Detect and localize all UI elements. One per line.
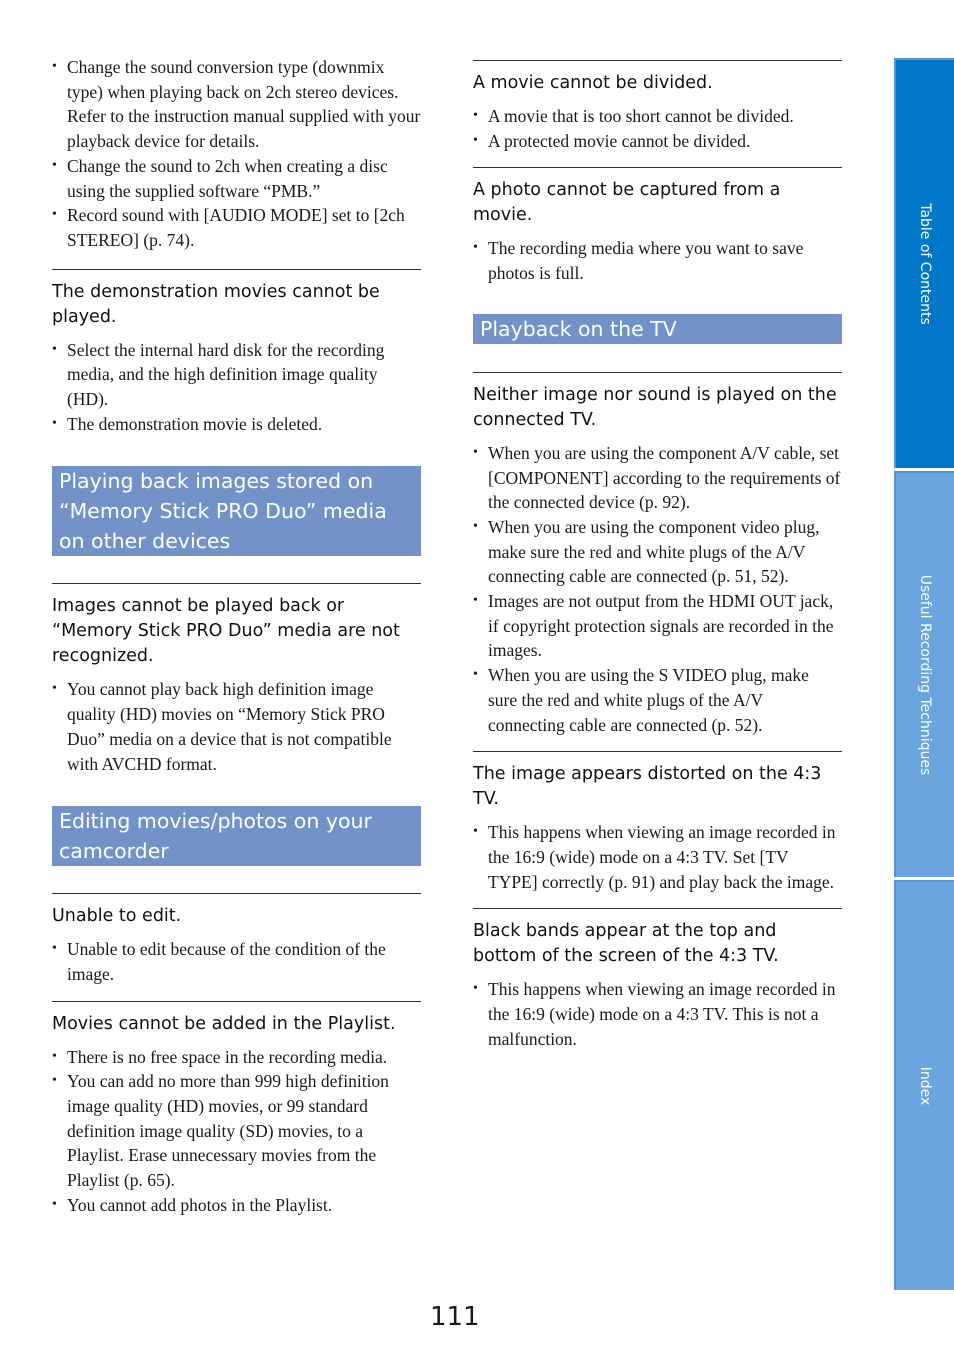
section-heading-tv: Playback on the TV	[473, 314, 842, 344]
list-item: • The demonstration movie is deleted.	[52, 412, 421, 437]
demo-question: The demonstration movies cannot be played.	[52, 281, 380, 327]
side-tab-bar	[894, 58, 954, 1290]
memory-stick-question: Images cannot be played back or “Memory Stick PRO Duo” media are not recognized.	[52, 596, 400, 667]
list-item: • Change the sound conversion type (downmix type) when playing back on 2ch stereo devices. Refer to the instruction manual supplied with your playback device for details.	[52, 55, 421, 154]
divider	[52, 893, 421, 894]
list-item: • The recording media where you want to save photos is full.	[473, 236, 842, 285]
unable-to-edit-question: Unable to edit.	[52, 906, 182, 927]
memory-stick-bullet-list	[52, 677, 421, 776]
black-bands-question: Black bands appear at the top and bottom of the screen of the 4:3 TV.	[473, 921, 779, 967]
section-heading-memory-stick: Playing back images stored on “Memory Stick PRO Duo” media on other devices	[52, 466, 421, 556]
tab-label: Index	[917, 1066, 933, 1106]
list-item: • When you are using the S VIDEO plug, make sure the red and white plugs of the A/V connecting cable are connected (p. 52).	[473, 663, 842, 737]
divide-bullet-list	[473, 104, 842, 153]
list-item: • When you are using the component video plug, make sure the red and white plugs of the A/V connecting cable are connected (p. 51, 52).	[473, 515, 842, 589]
distorted-question: The image appears distorted on the 4:3 TV.	[473, 764, 822, 810]
tab-table-of-contents[interactable]	[894, 58, 954, 468]
tab-index[interactable]	[894, 880, 954, 1290]
right-column	[473, 0, 842, 1051]
list-item: • A movie that is too short cannot be divided.	[473, 104, 842, 129]
list-item: • You cannot add photos in the Playlist.	[52, 1193, 421, 1218]
divider	[473, 908, 842, 909]
neither-bullet-list	[473, 441, 842, 737]
divider	[473, 167, 842, 168]
divide-question: A movie cannot be divided.	[473, 73, 713, 93]
divider	[52, 1001, 421, 1002]
list-item: • Select the internal hard disk for the recording media, and the high definition image quality (HD).	[52, 338, 421, 412]
black-bands-bullet-list	[473, 977, 842, 1051]
playlist-bullet-list	[52, 1045, 421, 1218]
demo-bullet-list	[52, 338, 421, 437]
list-item: • Change the sound to 2ch when creating a disc using the supplied software “PMB.”	[52, 154, 421, 203]
list-item: • Unable to edit because of the condition of the image.	[52, 937, 421, 986]
list-item: • There is no free space in the recording media.	[52, 1045, 421, 1070]
list-item: • A protected movie cannot be divided.	[473, 129, 842, 154]
page-number: 111	[430, 1302, 480, 1332]
capture-bullet-list	[473, 236, 842, 285]
list-item: • You can add no more than 999 high definition image quality (HD) movies, or 99 standard definition image quality (SD) movies, to a Playlist. Erase unnecessary movies from the Playlist (p. 65).	[52, 1069, 421, 1193]
list-item: • You cannot play back high definition image quality (HD) movies on “Memory Stick PRO Duo” media on a device that is not compatible with AVCHD format.	[52, 677, 421, 776]
intro-bullet-list	[52, 55, 421, 253]
tab-label: Useful Recording Techniques	[917, 574, 933, 776]
unable-to-edit-bullet-list	[52, 937, 421, 986]
list-item: • When you are using the component A/V cable, set [COMPONENT] according to the requirements of the connected device (p. 92).	[473, 441, 842, 515]
neither-question: Neither image nor sound is played on the connected TV.	[473, 384, 837, 430]
divider	[473, 372, 842, 373]
tab-useful-recording-techniques[interactable]	[894, 471, 954, 877]
capture-question: A photo cannot be captured from a movie.	[473, 180, 781, 226]
divider	[52, 269, 421, 270]
section-heading-editing: Editing movies/photos on your camcorder	[52, 806, 421, 866]
list-item: • Images are not output from the HDMI OUT jack, if copyright protection signals are recorded in the images.	[473, 589, 842, 663]
playlist-question: Movies cannot be added in the Playlist.	[52, 1013, 396, 1034]
divider	[473, 60, 842, 61]
left-column	[52, 0, 421, 1218]
list-item: • Record sound with [AUDIO MODE] set to [2ch STEREO] (p. 74).	[52, 203, 421, 252]
divider	[473, 751, 842, 752]
list-item: • This happens when viewing an image recorded in the 16:9 (wide) mode on a 4:3 TV. Set [TV TYPE] correctly (p. 91) and play back the image.	[473, 820, 842, 894]
distorted-bullet-list	[473, 820, 842, 894]
divider	[52, 583, 421, 584]
tab-label: Table of Contents	[917, 203, 933, 325]
list-item: • This happens when viewing an image recorded in the 16:9 (wide) mode on a 4:3 TV. This is not a malfunction.	[473, 977, 842, 1051]
